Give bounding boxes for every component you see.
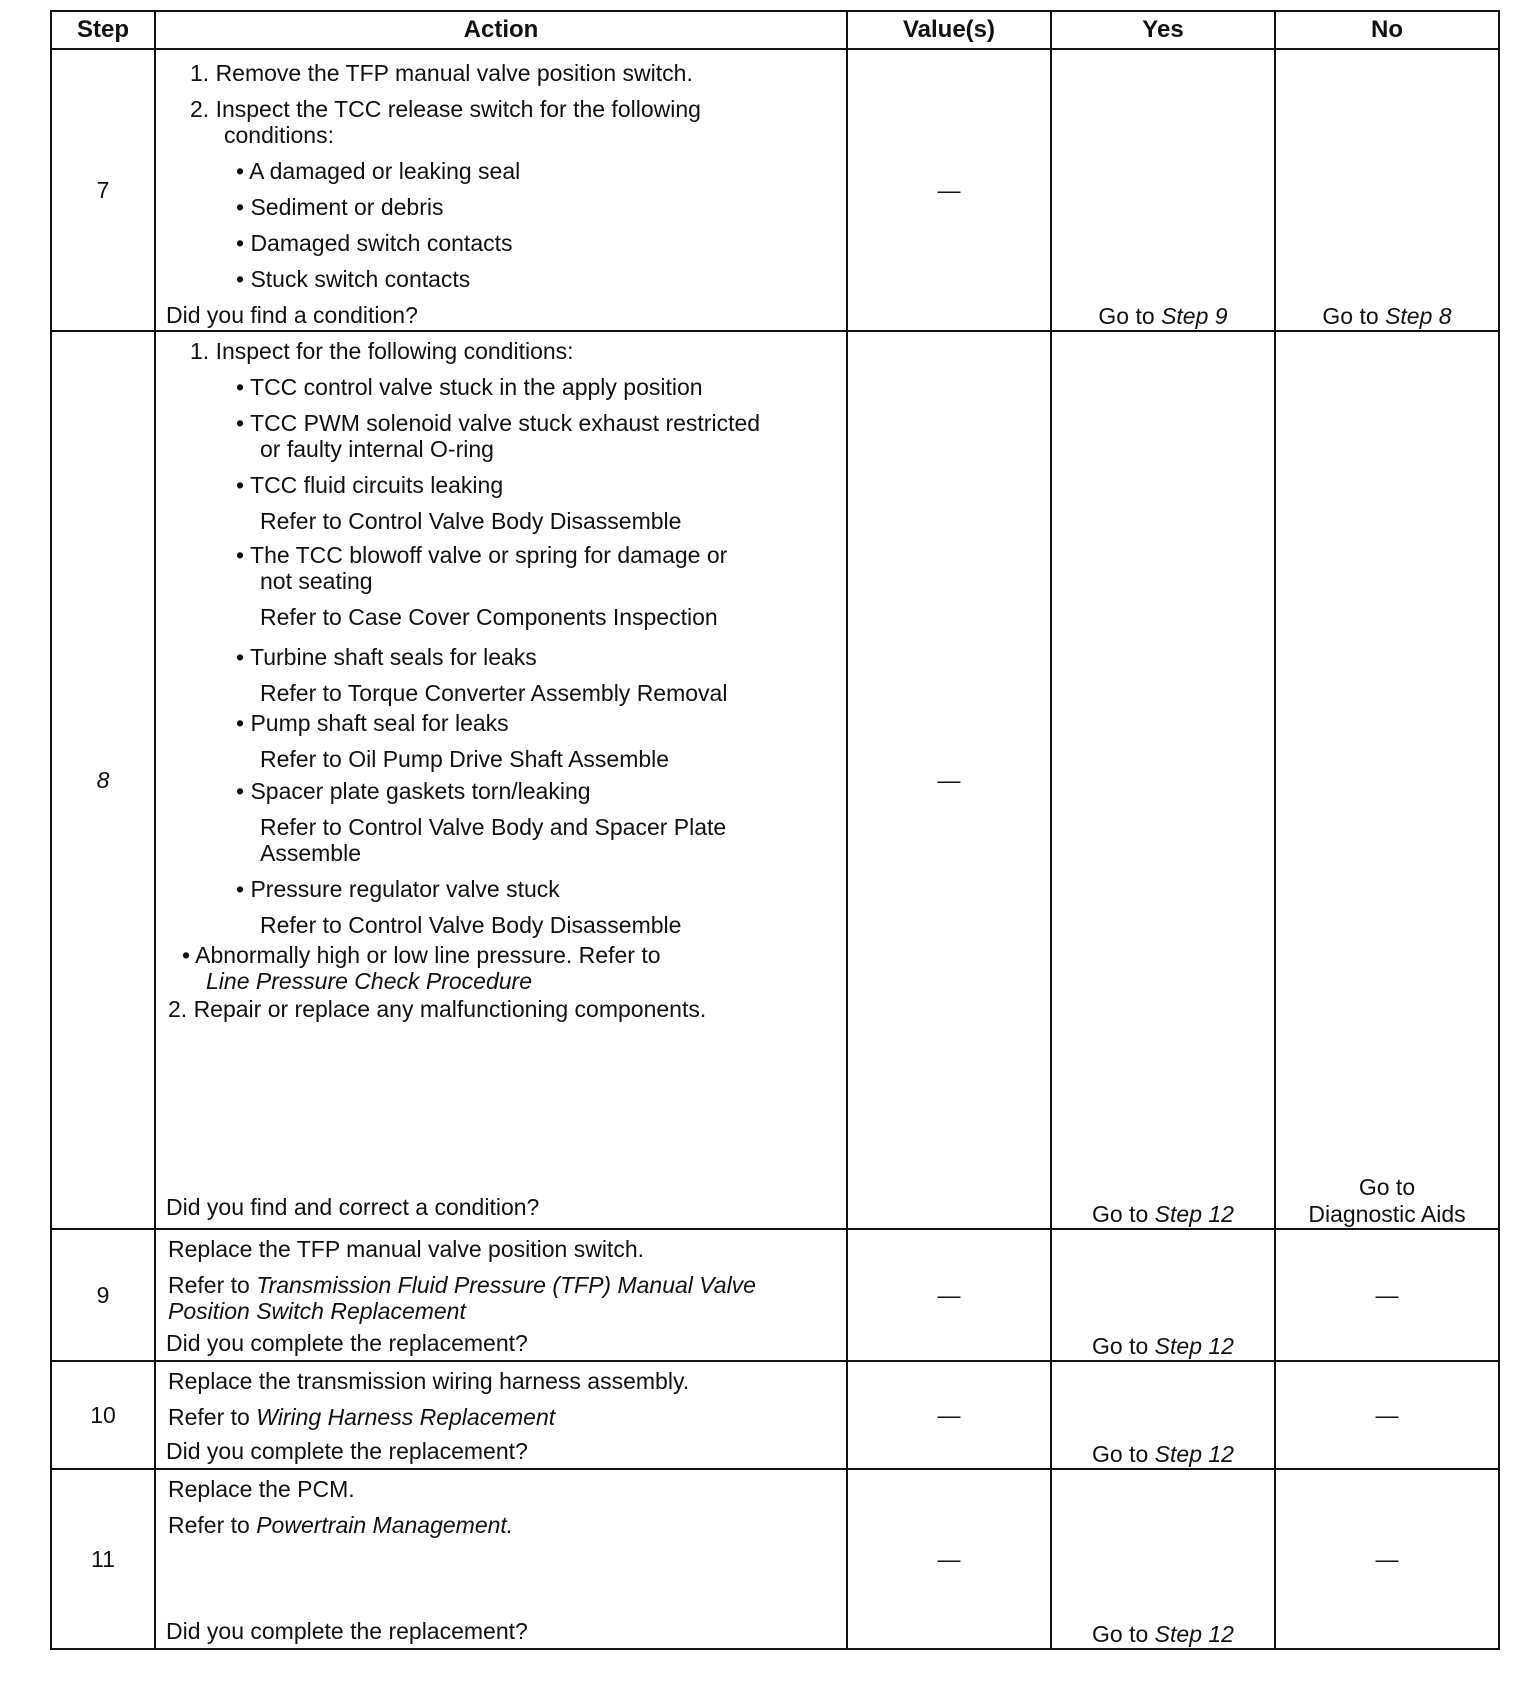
action-line: Refer to Torque Converter Assembly Removal <box>260 680 728 706</box>
table-row-step-10 <box>51 1361 1499 1469</box>
yes-target: Step 9 <box>1161 303 1228 329</box>
table-row-step-11 <box>51 1469 1499 1649</box>
action-line: • Stuck switch contacts <box>236 266 471 292</box>
action-line: Replace the TFP manual valve position switch. <box>168 1236 645 1262</box>
header-action: Action <box>155 11 847 49</box>
yes-target: Step 12 <box>1154 1333 1234 1359</box>
step-number: 9 <box>51 1229 155 1361</box>
action-line: • Pump shaft seal for leaks <box>236 710 509 736</box>
step-number: 8 <box>51 331 155 1229</box>
action-line: • A damaged or leaking seal <box>236 158 521 184</box>
step-number: 10 <box>51 1361 155 1469</box>
action-line <box>168 1272 756 1299</box>
step-number: 11 <box>51 1469 155 1649</box>
header-row <box>51 11 1499 49</box>
action-line: conditions: <box>224 122 334 148</box>
step-number: 7 <box>51 49 155 331</box>
no-cell: — <box>1275 1361 1499 1469</box>
value-cell: — <box>847 1469 1051 1649</box>
action-line: 1. Inspect for the following conditions: <box>190 338 574 364</box>
action-line: or faulty internal O-ring <box>260 436 494 462</box>
yes-target: Step 12 <box>1154 1621 1234 1647</box>
value-cell: — <box>847 331 1051 1229</box>
action-question: Did you find a condition? <box>166 302 418 328</box>
yes-cell <box>1051 331 1275 1229</box>
action-cell <box>155 1469 847 1649</box>
action-line: • Sediment or debris <box>236 194 444 220</box>
action-line: • Spacer plate gaskets torn/leaking <box>236 778 591 804</box>
action-line: Replace the PCM. <box>168 1476 355 1502</box>
value-cell: — <box>847 49 1051 331</box>
action-line <box>168 1404 555 1431</box>
action-cell <box>155 49 847 331</box>
action-line: Refer to Oil Pump Drive Shaft Assemble <box>260 746 670 772</box>
action-line: • Pressure regulator valve stuck <box>236 876 560 902</box>
action-line: Refer to Control Valve Body Disassemble <box>260 912 682 938</box>
action-line: Position Switch Replacement <box>168 1298 466 1324</box>
yes-prefix: Go to <box>1092 1201 1149 1227</box>
no-cell: — <box>1275 1469 1499 1649</box>
no-target: Step 8 <box>1385 303 1452 329</box>
yes-cell <box>1051 1229 1275 1361</box>
no-cell: — <box>1275 1229 1499 1361</box>
action-question: Did you find and correct a condition? <box>166 1194 540 1220</box>
yes-prefix: Go to <box>1092 1441 1149 1467</box>
no-line2: Diagnostic Aids <box>1308 1201 1466 1227</box>
table-row-step-8 <box>51 331 1499 1229</box>
yes-prefix: Go to <box>1092 1333 1149 1359</box>
action-question: Did you complete the replacement? <box>166 1438 528 1464</box>
action-line: • Damaged switch contacts <box>236 230 513 256</box>
action-line: Replace the transmission wiring harness assembly. <box>168 1368 690 1394</box>
action-line <box>168 1512 513 1539</box>
header-no: No <box>1275 11 1499 49</box>
action-line: 2. Inspect the TCC release switch for the following <box>190 96 701 122</box>
action-line: • TCC control valve stuck in the apply position <box>236 374 703 400</box>
action-line: 1. Remove the TFP manual valve position switch. <box>190 60 693 86</box>
refer-target: Powertrain Management. <box>256 1512 514 1538</box>
no-line1: Go to <box>1358 1174 1416 1200</box>
table-row-step-9 <box>51 1229 1499 1361</box>
refer-target: Wiring Harness Replacement <box>256 1404 556 1430</box>
no-cell <box>1275 331 1499 1229</box>
value-cell: — <box>847 1361 1051 1469</box>
refer-prefix: Refer to <box>168 1272 250 1298</box>
action-line: • TCC PWM solenoid valve stuck exhaust restricted <box>236 410 761 436</box>
action-cell <box>155 331 847 1229</box>
yes-cell <box>1051 1469 1275 1649</box>
action-line: Refer to Control Valve Body Disassemble <box>260 508 682 534</box>
refer-prefix: Refer to <box>168 1404 250 1430</box>
action-question: Did you complete the replacement? <box>166 1618 528 1644</box>
yes-cell <box>1051 49 1275 331</box>
yes-target: Step 12 <box>1154 1441 1234 1467</box>
action-line: Refer to Case Cover Components Inspection <box>260 604 718 630</box>
refer-prefix: Refer to <box>168 1512 250 1538</box>
no-cell <box>1275 49 1499 331</box>
table-row-step-7 <box>51 49 1499 331</box>
action-line: Refer to Control Valve Body and Spacer Plate <box>260 814 727 840</box>
action-line: not seating <box>260 568 373 594</box>
action-line: • Turbine shaft seals for leaks <box>236 644 537 670</box>
header-step: Step <box>51 11 155 49</box>
value-cell: — <box>847 1229 1051 1361</box>
action-cell <box>155 1229 847 1361</box>
diagnostic-table <box>50 10 1500 1650</box>
action-question: Did you complete the replacement? <box>166 1330 528 1356</box>
action-line: • The TCC blowoff valve or spring for damage or <box>236 542 728 568</box>
yes-target: Step 12 <box>1154 1201 1234 1227</box>
action-line: 2. Repair or replace any malfunctioning components. <box>168 996 707 1022</box>
action-cell <box>155 1361 847 1469</box>
yes-prefix: Go to <box>1098 303 1155 329</box>
header-yes: Yes <box>1051 11 1275 49</box>
refer-target: Transmission Fluid Pressure (TFP) Manual Valve <box>256 1272 756 1298</box>
yes-cell <box>1051 1361 1275 1469</box>
action-line: Line Pressure Check Procedure <box>206 968 532 994</box>
action-line: • Abnormally high or low line pressure. Refer to <box>182 942 661 968</box>
header-values: Value(s) <box>847 11 1051 49</box>
yes-prefix: Go to <box>1092 1621 1149 1647</box>
no-prefix: Go to <box>1322 303 1379 329</box>
action-line: Assemble <box>260 840 361 866</box>
action-line: • TCC fluid circuits leaking <box>236 472 504 498</box>
